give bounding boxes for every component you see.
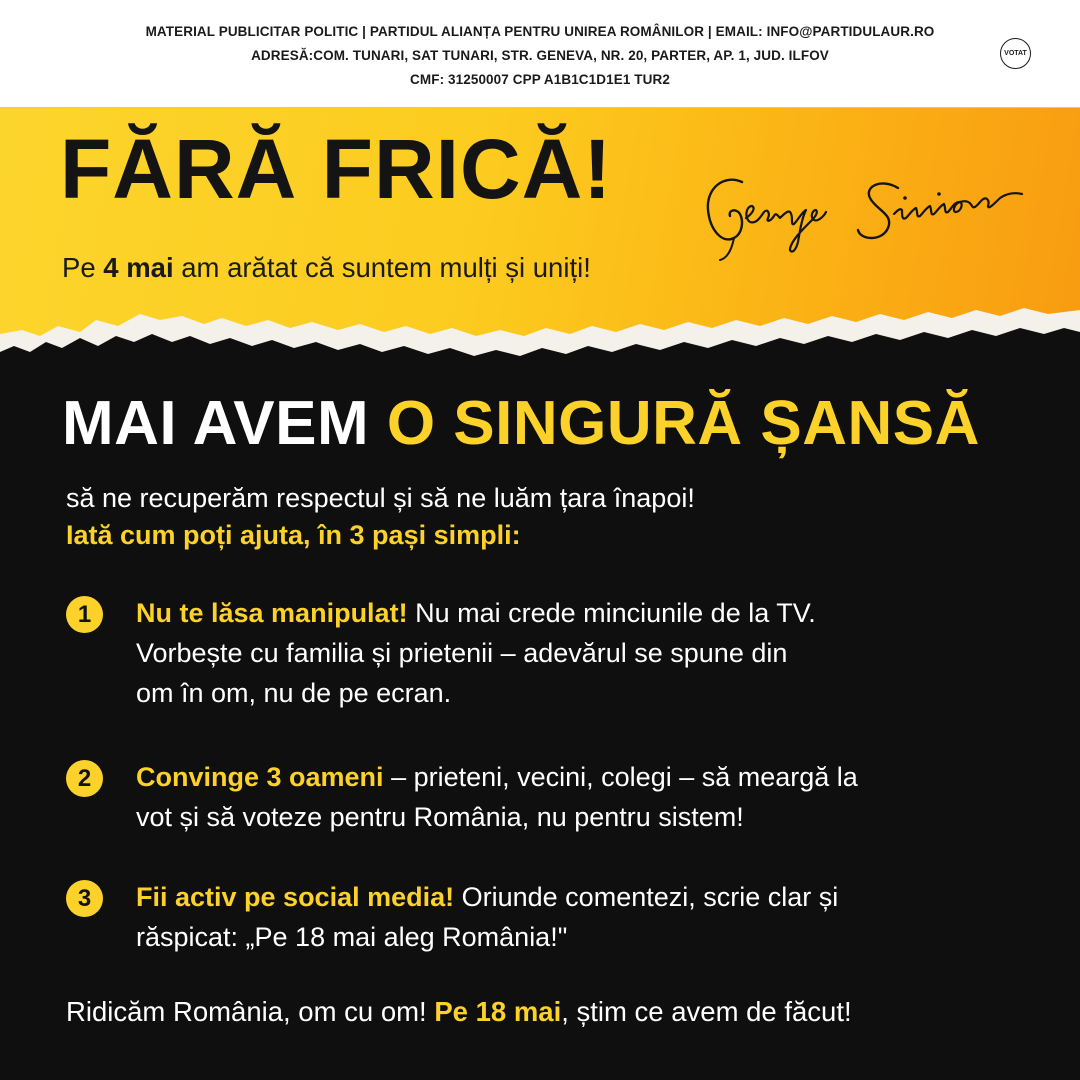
- subheadline-suffix: am arătat că suntem mulți și uniți!: [173, 252, 591, 283]
- step-1-line-3: om în om, nu de pe ecran.: [136, 678, 452, 708]
- step-2-line-1: [136, 762, 858, 793]
- legal-line-party-email: MATERIAL PUBLICITAR POLITIC | PARTIDUL ALIANȚA PENTRU UNIREA ROMÂNILOR | EMAIL: INFO@PARTIDULAUR.RO: [145, 24, 935, 39]
- step-1-line-1: [136, 598, 816, 629]
- main-title-yellow: O SINGURĂ ȘANSĂ: [386, 389, 980, 458]
- step-2-line-2: vot și să voteze pentru România, nu pentru sistem!: [136, 802, 744, 832]
- step-1-line-2: Vorbește cu familia și prietenii – adevărul se spune din: [136, 638, 788, 668]
- step-3-bold: Fii activ pe social media!: [136, 882, 455, 912]
- intro-line: să ne recuperăm respectul și să ne luăm țara înapoi!: [66, 483, 695, 513]
- torn-paper-edge: [0, 290, 1080, 380]
- legal-line-codes: CMF: 31250007 CPP A1B1C1D1E1 TUR2: [410, 72, 670, 87]
- step-2-line-1-rest: – prieteni, vecini, colegi – să meargă la: [383, 762, 858, 792]
- closing-prefix: Ridicăm România, om cu om!: [66, 996, 435, 1027]
- step-3-line-1-rest: Oriunde comentezi, scrie clar și: [454, 882, 839, 912]
- subheadline-date: 4 mai: [103, 252, 174, 283]
- step-3-number-badge: 3: [66, 880, 103, 917]
- intro-call-to-action: Iată cum poți ajuta, în 3 pași simpli:: [66, 520, 521, 550]
- closing-line: [66, 996, 852, 1028]
- step-2-number-badge: 2: [66, 760, 103, 797]
- headline: FĂRĂ FRICĂ!: [60, 122, 613, 216]
- subheadline-prefix: Pe: [62, 252, 104, 283]
- step-1-number-badge: 1: [66, 596, 103, 633]
- main-title: [62, 389, 980, 458]
- subheadline: [62, 252, 591, 284]
- votat-stamp-icon: VOTAT: [1000, 38, 1031, 69]
- step-1-line-1-rest: Nu mai crede minciunile de la TV.: [407, 598, 816, 628]
- closing-suffix: , știm ce avem de făcut!: [561, 996, 852, 1027]
- step-3-line-1: [136, 882, 838, 913]
- closing-date: Pe 18 mai: [434, 996, 562, 1027]
- legal-disclaimer-header: [0, 0, 1080, 108]
- signature-george-simion: [698, 168, 1038, 268]
- step-1-bold: Nu te lăsa manipulat!: [136, 598, 408, 628]
- main-title-white: MAI AVEM: [62, 389, 387, 458]
- step-2-bold: Convinge 3 oameni: [136, 762, 384, 792]
- legal-line-address: ADRESĂ:COM. TUNARI, SAT TUNARI, STR. GENEVA, NR. 20, PARTER, AP. 1, JUD. ILFOV: [251, 48, 829, 63]
- step-3-line-2: răspicat: „Pe 18 mai aleg România!": [136, 922, 568, 952]
